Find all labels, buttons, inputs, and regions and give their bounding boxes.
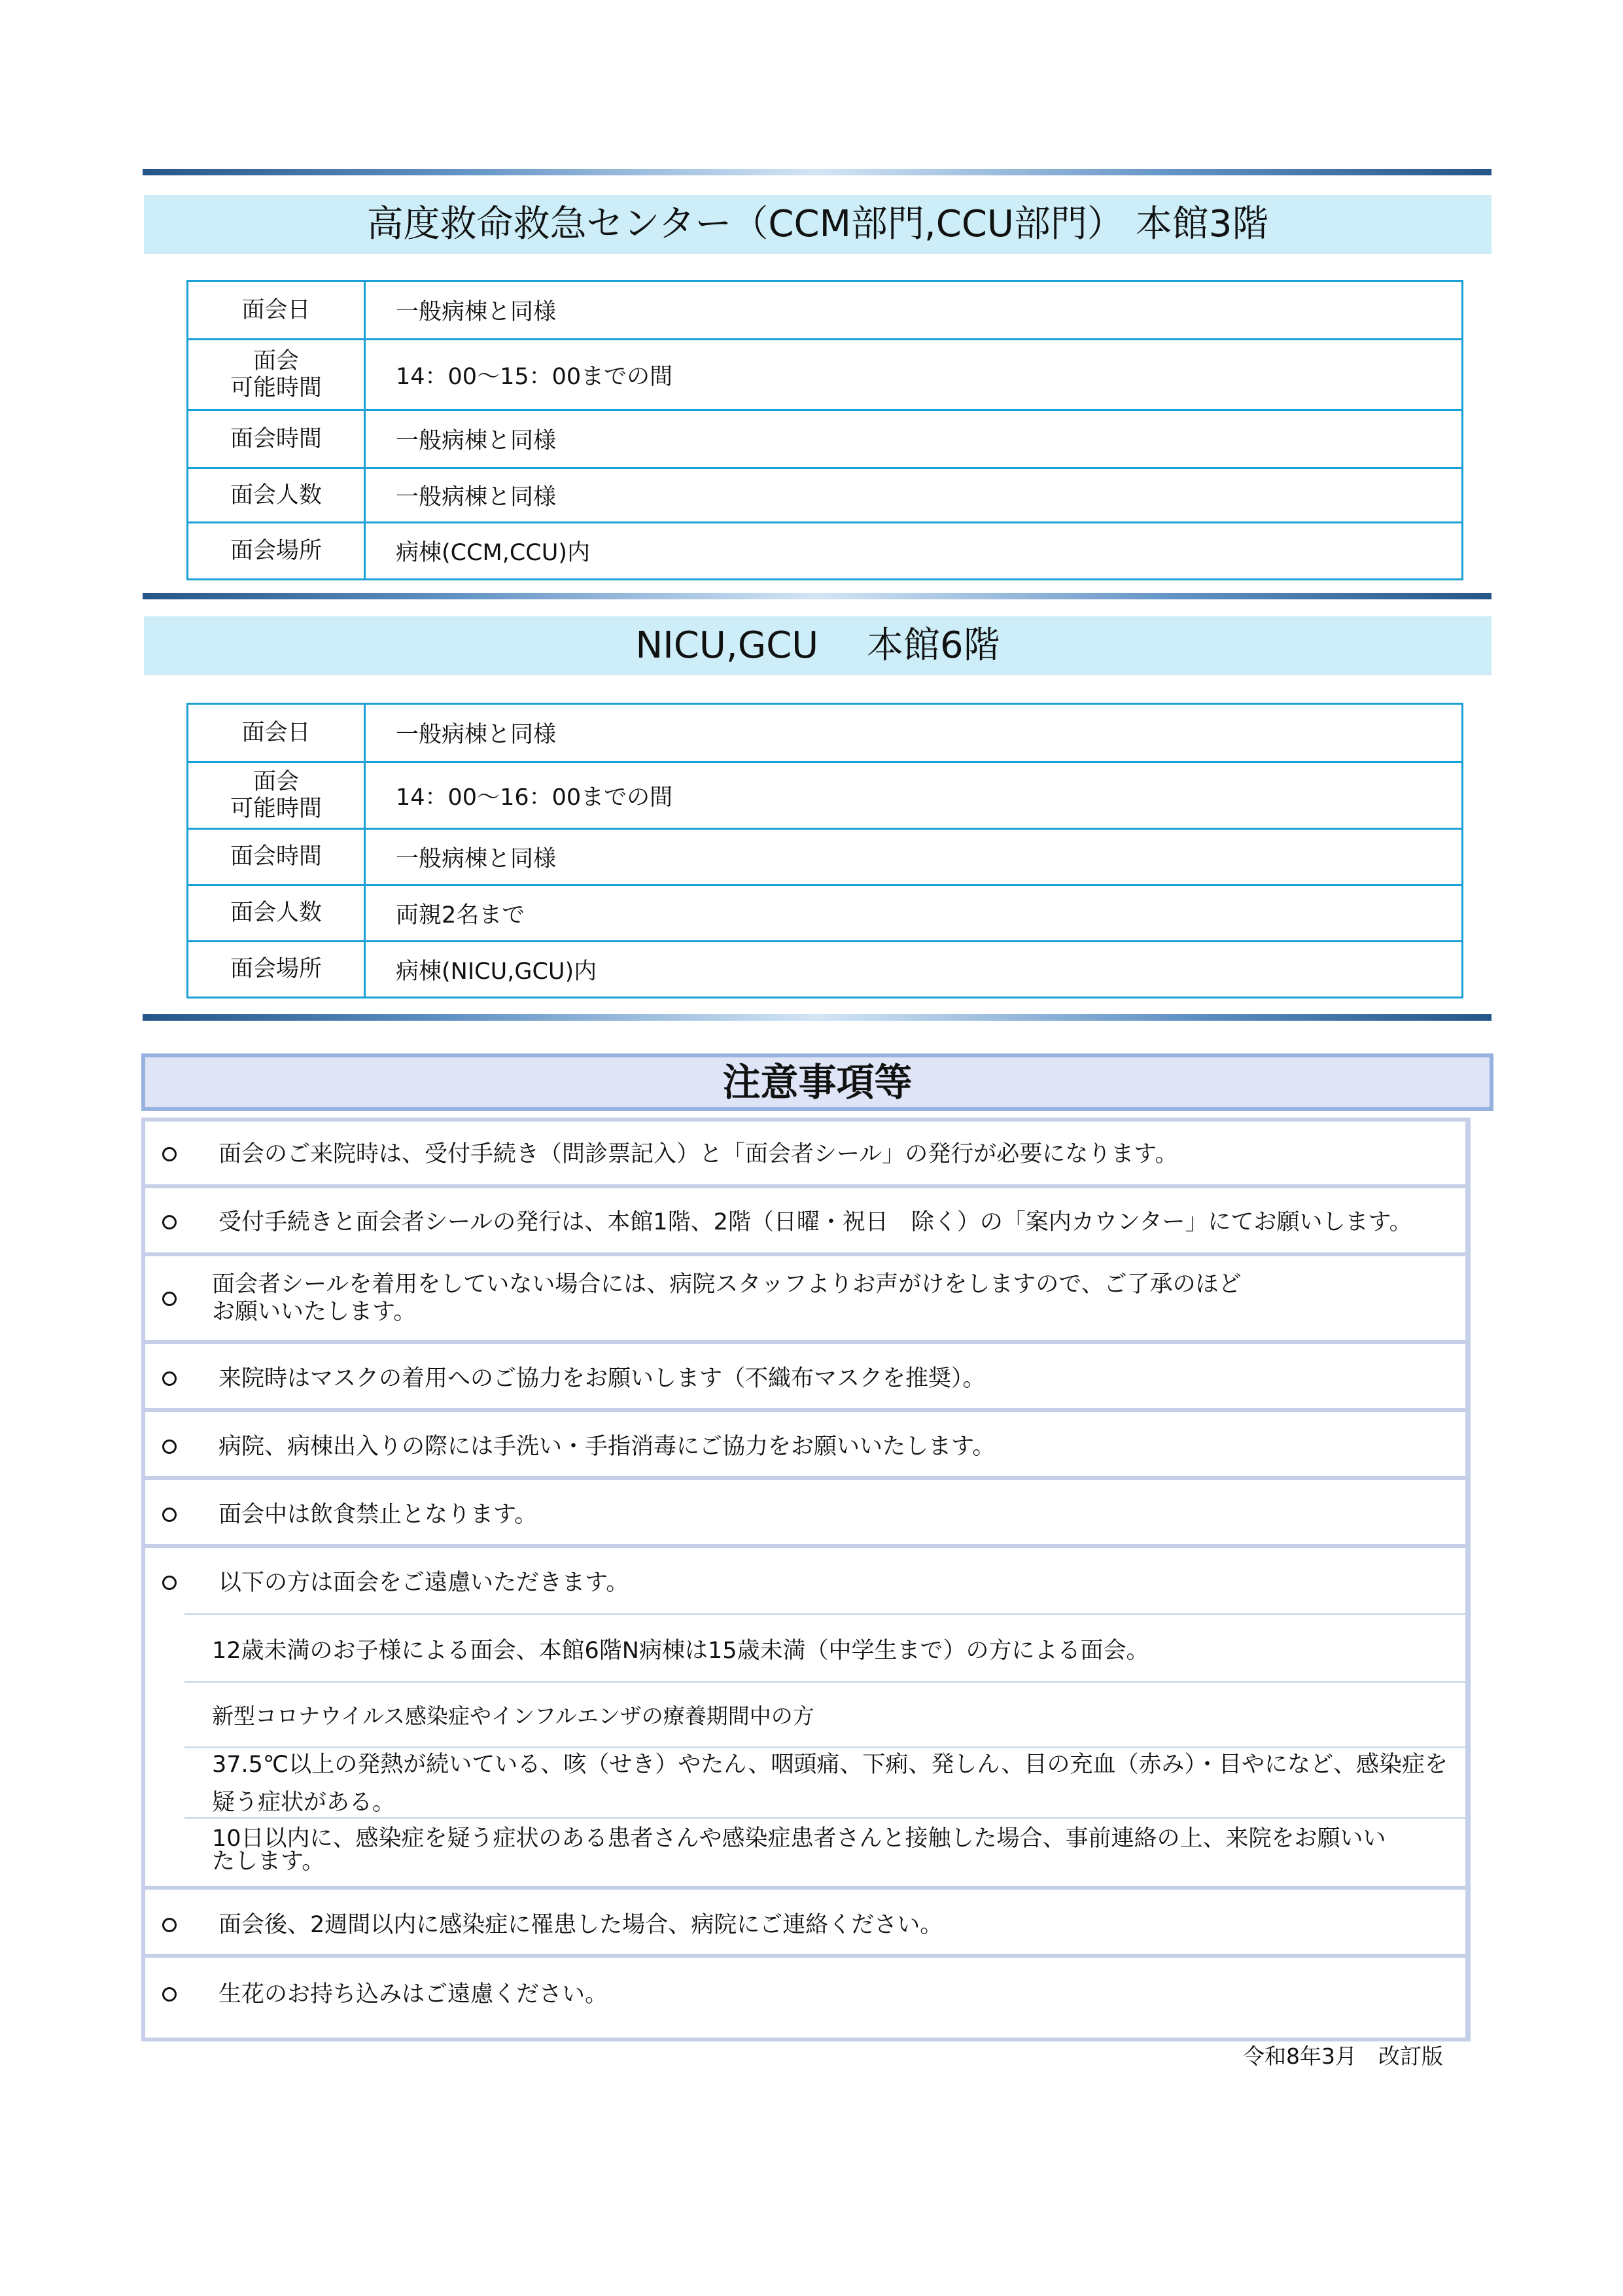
visit-info-table-nicu [186, 703, 1463, 998]
note-item: 以下の方は面会をご遠慮いただきます。 [218, 1570, 629, 1596]
label-line: 可能時間 [230, 795, 322, 822]
note-item: 面会中は飲食禁止となります。 [218, 1502, 538, 1528]
sub-item-continued: たします。 [212, 1848, 325, 1875]
row-value: 一般病棟と同様 [365, 281, 1463, 340]
row-divider [145, 1476, 1465, 1480]
row-value: 一般病棟と同様 [365, 468, 1463, 523]
note-item: 面会者シールを着用をしていない場合には、病院スタッフよりお声がけをしますので、ご了承のほど [212, 1271, 1242, 1298]
bullet-circle-icon [162, 1439, 177, 1454]
bullet-circle-icon [162, 1371, 177, 1386]
row-divider [145, 1544, 1465, 1548]
note-item: 面会後、2週間以内に感染症に罹患した場合、病院にご連絡ください。 [218, 1912, 943, 1938]
label-line: 面会 [253, 348, 299, 375]
section-title-nicu: NICU,GCU 本館6階 [144, 616, 1492, 675]
section-title-ccm: 高度救命救急センター（CCM部門,CCU部門） 本館3階 [144, 195, 1492, 254]
row-label: 面会日 [188, 281, 365, 340]
row-label: 面会場所 [188, 942, 365, 998]
bullet-circle-icon [162, 1918, 177, 1932]
label-line: 可能時間 [230, 374, 322, 401]
row-value: 病棟(NICU,GCU)内 [365, 942, 1463, 998]
note-item: 面会のご来院時は、受付手続き（問診票記入）と「面会者シール」の発行が必要になります。 [218, 1141, 1178, 1167]
row-value: 14：00～16：00までの間 [365, 762, 1463, 829]
row-label [188, 340, 365, 410]
note-item: 来院時はマスクの着用へのご協力をお願いします（不織布マスクを推奨）。 [218, 1366, 986, 1392]
visit-info-table-ccm [186, 280, 1463, 580]
row-value: 一般病棟と同様 [365, 829, 1463, 885]
sub-item-continued: 疑う症状がある。 [212, 1790, 396, 1816]
sub-item: 12歳未満のお子様による面会、本館6階N病棟は15歳未満（中学生まで）の方による面会。 [212, 1638, 1149, 1664]
notes-title: 注意事項等 [141, 1053, 1493, 1111]
note-item: 病院、病棟出入りの際には手洗い・手指消毒にご協力をお願いいたします。 [218, 1434, 996, 1460]
sub-divider [184, 1817, 1465, 1819]
sub-item: 10日以内に、感染症を疑う症状のある患者さんや感染症患者さんと接触した場合、事前連絡の上、来院をお願いい [212, 1826, 1386, 1852]
label-line: 面会 [253, 769, 299, 796]
notes-list [141, 1118, 1471, 2041]
row-label: 面会人数 [188, 885, 365, 942]
row-divider [145, 1886, 1465, 1890]
row-value: 一般病棟と同様 [365, 410, 1463, 468]
sub-divider [184, 1613, 1465, 1615]
section-divider [143, 1014, 1492, 1021]
bullet-circle-icon [162, 1215, 177, 1229]
bullet-circle-icon [162, 1292, 177, 1306]
row-value: 14：00～15：00までの間 [365, 340, 1463, 410]
sub-divider [184, 1746, 1465, 1748]
note-item: 生花のお持ち込みはご遠慮ください。 [218, 1981, 608, 2007]
note-item-continued: お願いいたします。 [212, 1299, 417, 1325]
row-divider [145, 1954, 1465, 1958]
bullet-circle-icon [162, 1147, 177, 1161]
bullet-circle-icon [162, 1987, 177, 2002]
row-label: 面会人数 [188, 468, 365, 523]
row-divider [145, 1184, 1465, 1188]
section-divider [143, 169, 1492, 175]
row-value: 病棟(CCM,CCU)内 [365, 523, 1463, 580]
sub-item: 新型コロナウイルス感染症やインフルエンザの療養期間中の方 [212, 1703, 814, 1729]
row-value: 一般病棟と同様 [365, 704, 1463, 762]
sub-divider [184, 1681, 1465, 1683]
sub-item: 37.5℃以上の発熱が続いている、咳（せき）やたん、咽頭痛、下痢、発しん、目の充血（赤み）・目やになど、感染症を [212, 1752, 1448, 1778]
row-label: 面会場所 [188, 523, 365, 580]
row-label: 面会時間 [188, 410, 365, 468]
row-divider [145, 1252, 1465, 1256]
revision-note: 令和8年3月 改訂版 [1243, 2043, 1443, 2069]
row-divider [145, 1340, 1465, 1344]
row-label [188, 762, 365, 829]
row-value: 両親2名まで [365, 885, 1463, 942]
row-label: 面会時間 [188, 829, 365, 885]
note-item: 受付手続きと面会者シールの発行は、本館1階、2階（日曜・祝日 除く）の「案内カウンター」にてお願いします。 [218, 1209, 1412, 1235]
bullet-circle-icon [162, 1576, 177, 1590]
row-label: 面会日 [188, 704, 365, 762]
row-divider [145, 1408, 1465, 1412]
bullet-circle-icon [162, 1508, 177, 1522]
section-divider [143, 593, 1492, 599]
